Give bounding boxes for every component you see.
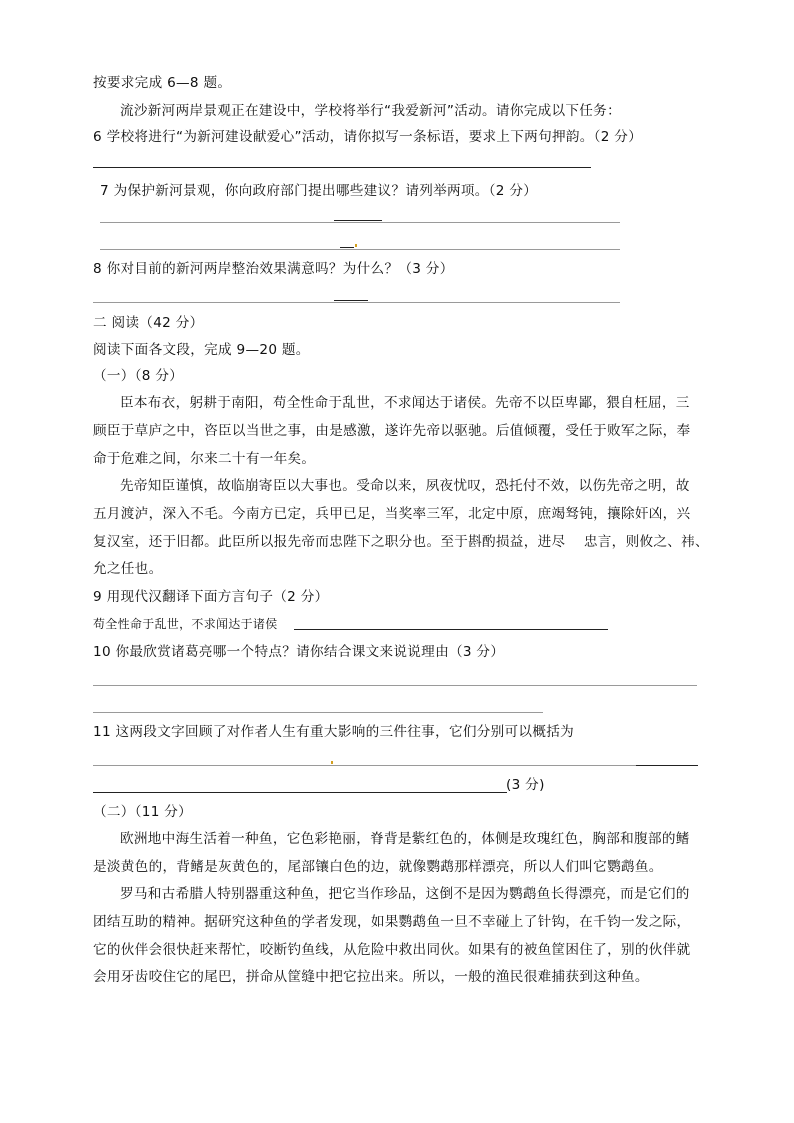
passage-line: 复汉室，还于旧都。此臣所以报先帝而忠陛下之职分也。至于斟酌损益，进尽 忠言，则攸之、祎、 — [93, 534, 709, 550]
passage-line: 它的伙伴会很快赶来帮忙，咬断钓鱼线，从危险中救出同伙。如果有的被鱼筐困住了，别的伙伴就 — [93, 942, 691, 958]
question-7: 7 为保护新河景观，你向政府部门提出哪些建议？请列举两项。（2 分） — [100, 183, 538, 199]
section-2-intro: 阅读下面各文段，完成 9—20 题。 — [93, 342, 310, 358]
passage-line: 欧洲地中海生活着一种鱼，它色彩艳丽，脊背是紫红色的，体侧是玫瑰红色，胸部和腹部的鳍 — [120, 831, 690, 847]
passage-line: 会用牙齿咬住它的尾巴，拼命从筐缝中把它拉出来。所以，一般的渔民很难捕获到这种鱼。 — [93, 969, 649, 985]
question-9: 9 用现代汉翻译下面方言句子（2 分） — [93, 589, 329, 605]
answer-line-q9 — [294, 629, 608, 630]
passage-line: 罗马和古希腊人特别器重这种鱼，把它当作珍品，这倒不是因为鹦鹉鱼长得漂亮，而是它们的 — [120, 886, 690, 902]
question-8: 8 你对目前的新河两岸整治效果满意吗？为什么？（3 分） — [93, 261, 454, 277]
answer-blank-q11-1 — [636, 765, 698, 766]
question-6: 6 学校将进行“为新河建设献爱心”活动，请你拟写一条标语，要求上下两句押韵。（2 分） — [93, 129, 643, 145]
passage-line: 是淡黄色的，背鳍是灰黄色的，尾部镶白色的边，就像鹦鹉那样漂亮，所以人们叫它鹦鹉鱼。 — [93, 859, 663, 875]
answer-line-q10-2 — [93, 712, 543, 713]
passage-line: 臣本布衣，躬耕于南阳，苟全性命于乱世，不求闻达于诸侯。先帝不以臣卑鄙，猥自枉屈，三 — [120, 395, 690, 411]
answer-line-q7-2 — [100, 249, 620, 250]
answer-line-q10-1 — [93, 685, 697, 686]
answer-line-q6 — [93, 167, 591, 168]
question-11: 11 这两段文字回顾了对作者人生有重大影响的三件往事，它们分别可以概括为 — [93, 724, 575, 740]
part-2-label: （二）（11 分） — [93, 804, 193, 820]
activity-context: 流沙新河两岸景观正在建设中，学校将举行“我爱新河”活动。请你完成以下任务： — [120, 103, 621, 119]
passage-line: 命于危难之间，尔来二十有一年矣。 — [93, 451, 316, 467]
ink-mark — [331, 761, 333, 764]
passage-line: 允之任也。 — [93, 561, 163, 577]
part-1-label: （一）（8 分） — [93, 368, 184, 384]
question-9-sentence: 苟全性命于乱世，不求闻达于诸侯 — [93, 617, 278, 631]
question-10: 10 你最欣赏诸葛亮哪一个特点？请你结合课文来说说理由（3 分） — [93, 644, 505, 660]
passage-line: 顾臣于草庐之中，咨臣以当世之事，由是感激，遂许先帝以驱驰。后值倾覆，受任于败军之际，奉 — [93, 423, 691, 439]
section-2-heading: 二 阅读（42 分） — [93, 315, 204, 331]
intro-instruction: 按要求完成 6—8 题。 — [93, 75, 232, 91]
ink-mark — [355, 244, 357, 247]
answer-blank-q7-2 — [340, 247, 354, 248]
answer-line-q11-1 — [93, 765, 636, 766]
question-11-score: (3 分) — [506, 777, 545, 793]
passage-line: 五月渡泸，深入不毛。今南方已定，兵甲已足，当奖率三军，北定中原，庶竭驽钝，攘除奸凶，兴 — [93, 506, 691, 522]
answer-blank-q8 — [334, 300, 368, 301]
answer-blank-q7-1 — [334, 220, 382, 221]
answer-line-q11-2 — [93, 792, 507, 793]
passage-line: 先帝知臣谨慎，故临崩寄臣以大事也。受命以来，夙夜忧叹，恐托付不效，以伤先帝之明，故 — [120, 478, 690, 494]
answer-line-q8 — [93, 302, 620, 303]
passage-line: 团结互助的精神。据研究这种鱼的学者发现，如果鹦鹉鱼一旦不幸碰上了针钩，在千钧一发之际， — [93, 914, 691, 930]
answer-line-q7-1 — [100, 222, 620, 223]
